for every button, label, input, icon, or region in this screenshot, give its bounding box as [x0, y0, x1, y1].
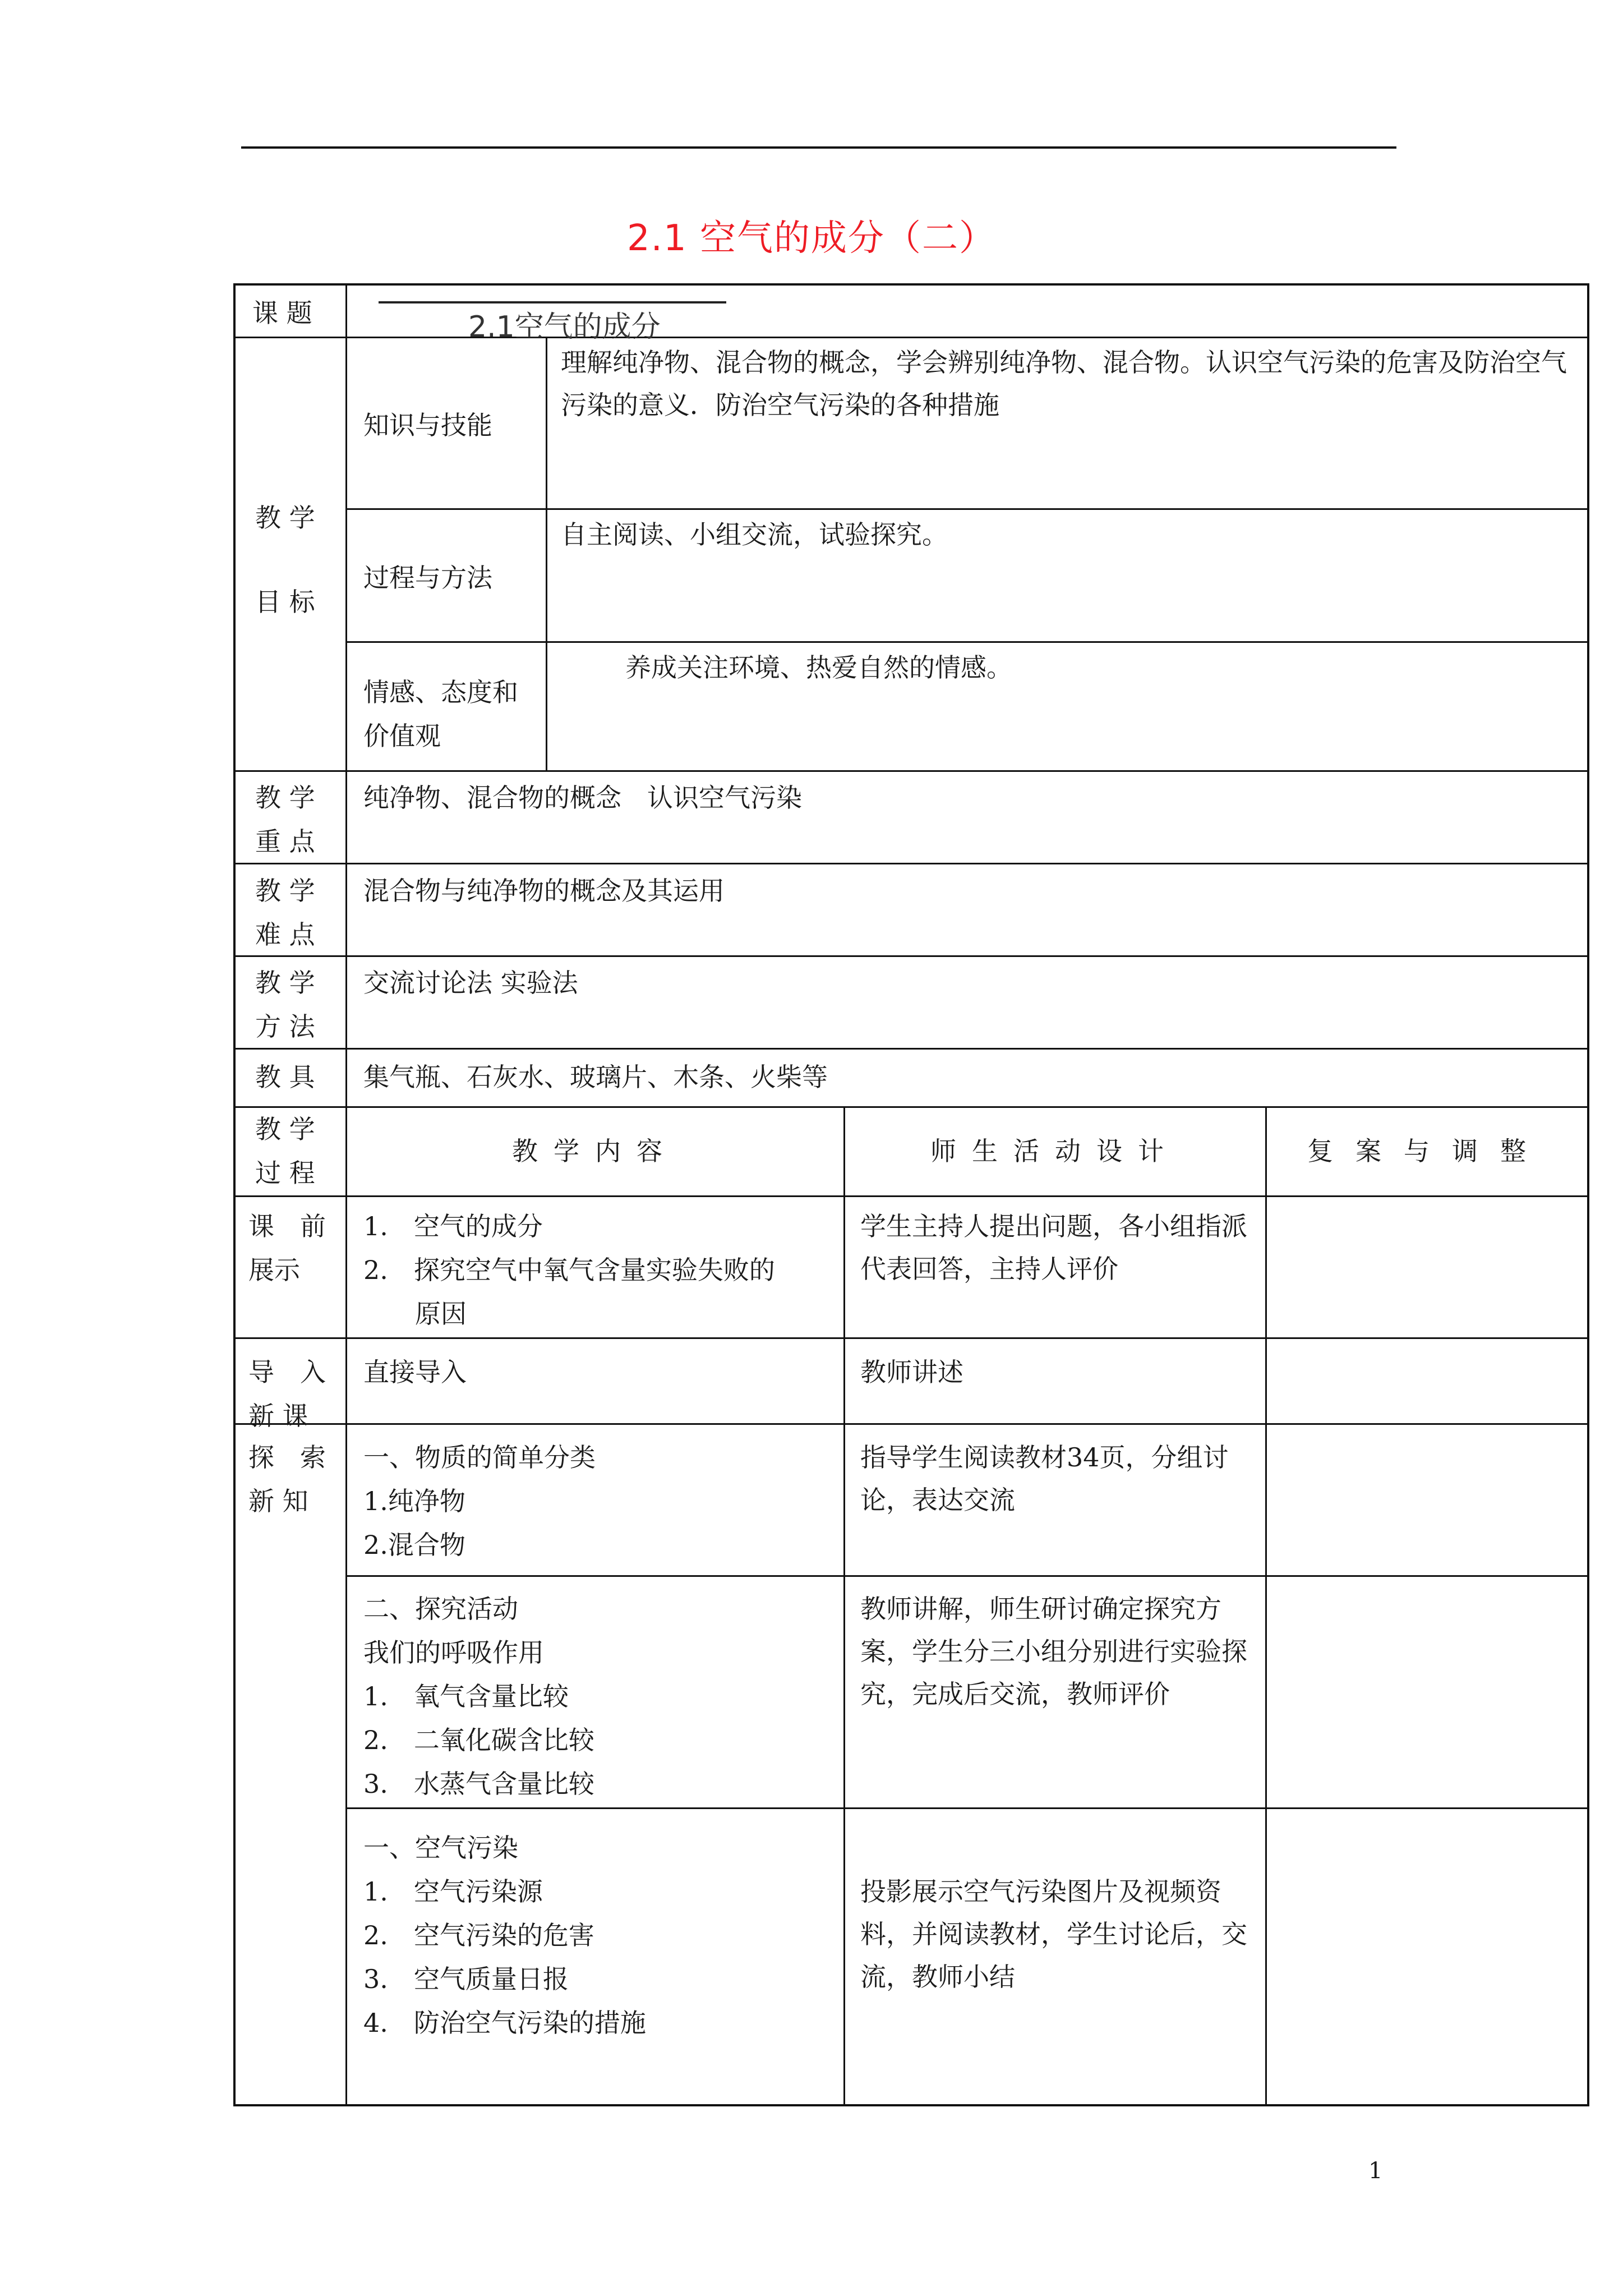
- column-header-content: 教学内容: [512, 1136, 678, 1166]
- row-rule: [233, 1195, 1589, 1197]
- explore-block1-line: 一、物质的简单分类: [363, 1442, 596, 1473]
- key-points-text: 纯净物、混合物的概念 认识空气污染: [363, 783, 802, 813]
- col-rule: [1265, 1106, 1267, 2106]
- document-title: 2.1 空气的成分（二）: [626, 218, 997, 259]
- row-rule: [233, 1423, 1589, 1425]
- header-rule: [241, 146, 1396, 149]
- col-rule: [843, 1106, 845, 2106]
- objectives-label-line2: 目 标: [255, 587, 315, 617]
- explore-label-line1: 探 索: [248, 1442, 326, 1473]
- row-rule: [233, 1106, 1589, 1108]
- preview-item: 2. 探究空气中氧气含量实验失败的: [363, 1255, 775, 1285]
- row-rule: [233, 770, 1589, 772]
- preview-activity: 学生主持人提出问题，各小组指派代表回答，主持人评价: [860, 1211, 1247, 1284]
- explore-block3-line: 1. 空气污染源: [363, 1876, 543, 1907]
- explore-block2-activity: 教师讲解，师生研讨确定探究方案，学生分三小组分别进行实验探究，完成后交流，教师评价: [860, 1594, 1247, 1709]
- key-points-label-line2: 重 点: [255, 826, 315, 857]
- explore-block1-activity: 指导学生阅读教材34页，分组讨论，表达交流: [860, 1442, 1229, 1515]
- process-label-line1: 教 学: [255, 1114, 315, 1144]
- explore-block2-line: 二、探究活动: [363, 1594, 518, 1624]
- difficulties-label-line1: 教 学: [255, 876, 315, 906]
- explore-block2-line: 1. 氧气含量比较: [363, 1681, 569, 1711]
- key-points-label-line1: 教 学: [255, 783, 315, 813]
- page-number: 1: [1368, 2158, 1383, 2184]
- explore-block3-activity: 投影展示空气污染图片及视频资料，并阅读教材，学生讨论后，交流，教师小结: [860, 1876, 1247, 1992]
- intro-label-line1: 导 入: [248, 1357, 326, 1387]
- topic-value-ghost: [379, 301, 726, 341]
- tools-label: 教 具: [255, 1062, 315, 1092]
- col-rule: [345, 283, 347, 2106]
- process-method-text: 自主阅读、小组交流，试验探究。: [561, 519, 948, 550]
- explore-block2-line: 3. 水蒸气含量比较: [363, 1769, 594, 1799]
- difficulties-text: 混合物与纯净物的概念及其运用: [363, 876, 725, 906]
- explore-label-line2: 新 知: [248, 1486, 308, 1516]
- row-rule: [233, 863, 1589, 864]
- explore-block3-line: 4. 防治空气污染的措施: [363, 2008, 646, 2038]
- process-label-line2: 过 程: [255, 1158, 315, 1188]
- column-header-activity: 师生活动设计: [930, 1136, 1179, 1166]
- intro-label-line2: 新 课: [248, 1401, 308, 1431]
- row-rule: [347, 508, 1589, 510]
- objectives-label-line1: 教 学: [255, 503, 315, 533]
- preview-item: 原因: [363, 1299, 467, 1329]
- explore-block1-line: 2.混合物: [363, 1530, 465, 1560]
- explore-block2-line: 2. 二氧化碳含比较: [363, 1725, 594, 1755]
- preview-label-line1: 课 前: [248, 1211, 326, 1241]
- row-rule: [347, 1807, 1589, 1809]
- explore-block2-line: 我们的呼吸作用: [363, 1637, 544, 1668]
- col-rule: [546, 337, 547, 770]
- explore-block3-line: 3. 空气质量日报: [363, 1964, 569, 1994]
- row-rule: [233, 1048, 1589, 1050]
- row-rule: [347, 641, 1589, 643]
- explore-block1-line: 1.纯净物: [363, 1486, 465, 1516]
- intro-content: 直接导入: [363, 1357, 467, 1387]
- methods-label-line2: 方 法: [255, 1011, 315, 1042]
- row-rule: [347, 1575, 1589, 1577]
- tools-text: 集气瓶、石灰水、玻璃片、木条、火柴等: [363, 1062, 828, 1092]
- row-rule: [233, 1337, 1589, 1339]
- methods-label-line1: 教 学: [255, 968, 315, 998]
- intro-activity: 教师讲述: [860, 1357, 963, 1387]
- ghost-rule: [379, 301, 726, 303]
- knowledge-label: 知识与技能: [363, 410, 492, 440]
- emotion-label-line2: 价值观: [363, 721, 441, 751]
- explore-block3-line: 一、空气污染: [363, 1833, 518, 1863]
- emotion-text: 养成关注环境、热爱自然的情感。: [625, 652, 1012, 683]
- emotion-label-line1: 情感、态度和: [363, 677, 518, 707]
- row-rule: [233, 955, 1589, 957]
- methods-text: 交流讨论法 实验法: [363, 968, 578, 998]
- preview-label-line2: 展示: [248, 1255, 300, 1285]
- topic-label: 课 题: [252, 298, 312, 328]
- column-header-review: 复案与调整: [1307, 1136, 1548, 1166]
- explore-block3-line: 2. 空气污染的危害: [363, 1920, 594, 1950]
- difficulties-label-line2: 难 点: [255, 919, 315, 950]
- preview-item: 1. 空气的成分: [363, 1211, 543, 1241]
- process-method-label: 过程与方法: [363, 563, 492, 593]
- topic-value: 2.1空气的成分: [468, 310, 661, 341]
- knowledge-text: 理解纯净物、混合物的概念，学会辨别纯净物、混合物。认识空气污染的危害及防治空气污染的意义．防治空气污染的各种措施: [561, 347, 1567, 420]
